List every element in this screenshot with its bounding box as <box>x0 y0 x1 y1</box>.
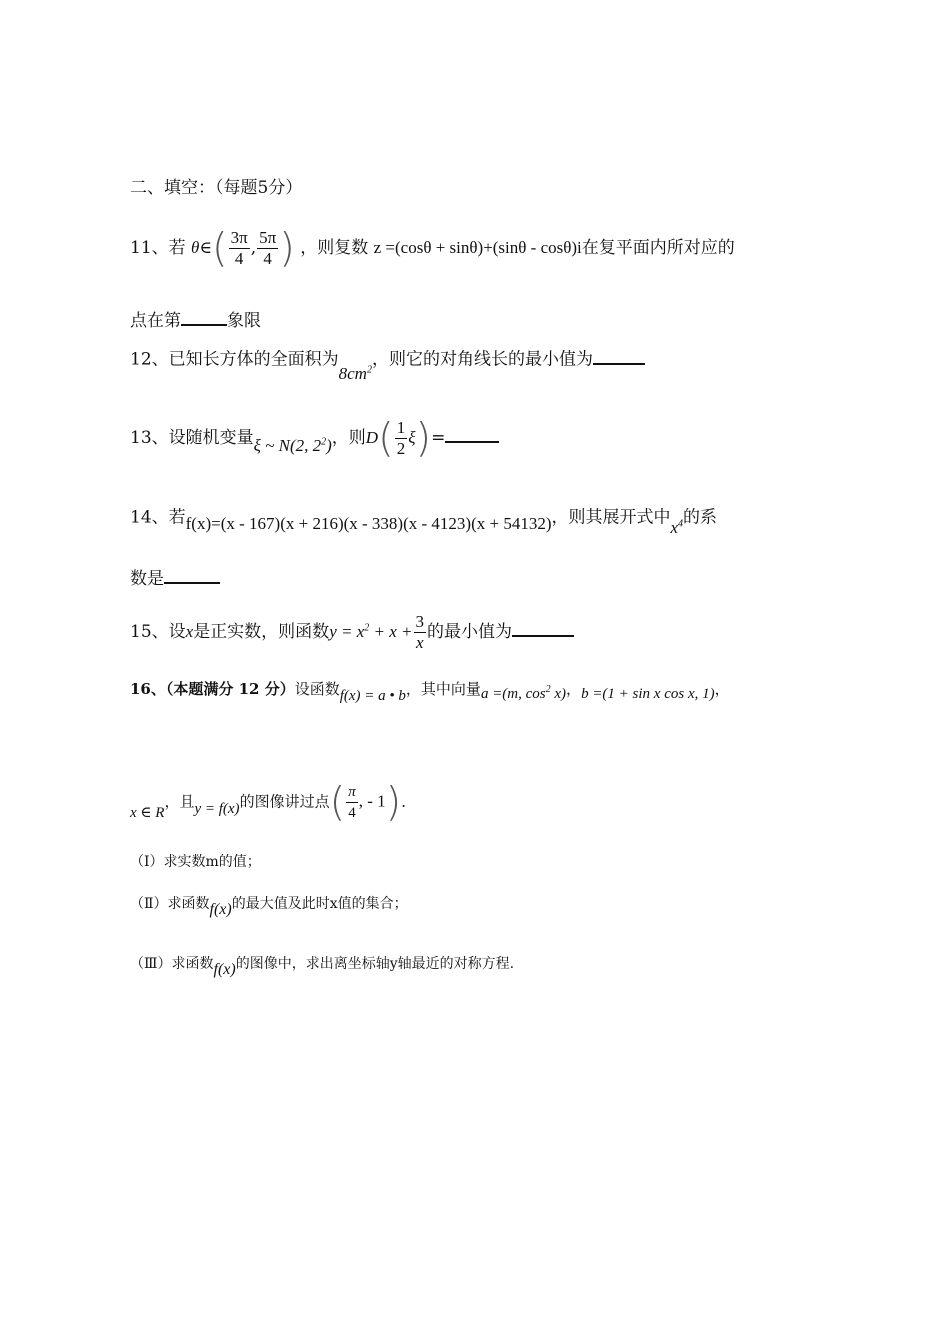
q11-theta-cond: θ∈ <box>191 238 212 257</box>
q14-x4-sup: 4 <box>678 518 684 529</box>
q16-number: 16、 <box>130 680 166 698</box>
q16-sub2-fx: f(x) <box>209 901 232 918</box>
question-11: 11、若 θ∈( $\frac{3\pi}{4}$ , $\frac{5\pi}{4}$ ) ，则复数 z =(cosθ + sinθ)+(sinθ - cosθ)i在复平面内所对应的 <box>130 225 735 272</box>
q14-formula: f(x)=(x - 167)(x + 216)(x - 338)(x - 4123)(x + 54132) <box>185 513 552 533</box>
question-13 <box>130 415 499 462</box>
q14-answer-blank[interactable] <box>164 564 220 584</box>
q15-text: 15、设 <box>130 622 186 642</box>
section-heading: 二、填空：（每题5分） <box>130 178 303 198</box>
q12-tail: ，则它的对角线长的最小值为 <box>371 349 593 370</box>
q15-mid: 是正实数，则函数 <box>193 622 330 642</box>
q13-right-paren: ) <box>415 415 432 462</box>
q16-end: ， <box>714 680 730 698</box>
q13-dist-value: ξ ~ N(2, 2 <box>253 436 322 455</box>
q11-frac2-num: 5π <box>259 228 277 247</box>
q13-eq: = <box>431 428 446 448</box>
question-15 <box>130 612 574 653</box>
q15-formula-head: y = x <box>329 622 365 641</box>
q13-d-label: D <box>365 428 379 447</box>
q11-frac-1 <box>229 228 250 269</box>
q16-point-num: π <box>346 782 358 803</box>
q15-x: x <box>185 622 194 641</box>
question-12 <box>130 344 645 383</box>
q11-number: 11、若 <box>130 238 186 258</box>
q13-distribution <box>254 436 332 455</box>
q16-point-den: 4 <box>348 805 356 821</box>
q11-formula: z =(cosθ + sinθ)+(sinθ - cosθ)i <box>373 238 582 257</box>
q13-left-paren: ( <box>378 415 394 462</box>
q16-vec-b: b =(1 + sin x cos x, 1) <box>581 686 715 702</box>
q13-half <box>395 418 408 459</box>
q15-frac-den: x <box>415 633 424 652</box>
q16-vec-a-end: x) <box>550 686 567 702</box>
q14-x4 <box>670 518 683 537</box>
q13-dist-sup: 2 <box>321 436 327 448</box>
q14-x4-base: x <box>670 517 679 537</box>
q11-frac2-den: 4 <box>263 249 272 268</box>
question-14 <box>130 502 718 537</box>
q13-half-num: 1 <box>396 418 406 437</box>
q13-mid: ，则 <box>331 428 366 448</box>
q16-vec-a-sup: 2 <box>545 684 551 695</box>
q11-frac1-num: 3π <box>230 228 248 247</box>
q16-text1: 设函数 <box>294 680 340 698</box>
q12-text: 12、已知长方体的全面积为 <box>130 349 339 370</box>
q12-area <box>339 364 372 383</box>
q11-frac1-den: 4 <box>234 249 244 268</box>
q16-point-frac <box>346 782 358 823</box>
q14-text: 14、若 <box>130 507 186 528</box>
q16-sub3-fx: f(x) <box>213 961 236 978</box>
q15-frac <box>414 612 427 653</box>
q13-dist-end: ) <box>326 436 332 455</box>
question-14-line2 <box>130 564 220 591</box>
q16-line2-text: ，且 <box>164 792 195 811</box>
q12-area-value: 8cm <box>338 363 367 383</box>
q13-xi: ξ <box>408 428 416 447</box>
q11-tail-text: 在复平面内所对应的 <box>581 238 735 258</box>
q16-right-paren: ) <box>385 779 402 826</box>
q16-vec-a <box>481 686 566 702</box>
q14-line2-text: 数是 <box>130 569 164 589</box>
q16-subquestion-2 <box>130 892 408 916</box>
question-16-line2 <box>130 779 417 826</box>
q13-answer-blank[interactable] <box>445 423 499 443</box>
q15-tail: 的最小值为 <box>427 622 512 642</box>
q16-line2-mid: 的图像讲过点 <box>239 792 330 811</box>
q16-text2: ，其中向量 <box>405 680 481 698</box>
q11-line2-text: 点在第 <box>130 311 181 331</box>
question-11-line2 <box>130 306 261 333</box>
q15-answer-blank[interactable] <box>512 617 574 637</box>
q13-text: 13、设随机变量 <box>130 428 254 448</box>
q16-vec-a-head: a =(m, cos <box>480 686 546 702</box>
q15-formula-tail: + x + <box>369 622 413 641</box>
q15-frac-num: 3 <box>415 612 424 631</box>
q16-sep: ， <box>566 680 582 698</box>
q16-fx: f(x) = a • b <box>339 688 406 704</box>
q11-frac-2 <box>257 228 278 269</box>
q16-y-fx: y = f(x) <box>194 800 240 817</box>
q16-sub2-pre: （Ⅱ）求函数 <box>130 896 210 912</box>
q11-answer-blank[interactable] <box>181 306 227 326</box>
q14-mid: ，则其展开式中 <box>551 507 671 528</box>
q16-left-paren: ( <box>329 779 346 826</box>
q16-subquestion-1: （Ⅰ）求实数m的值； <box>130 854 261 870</box>
q15-formula-sup: 2 <box>364 622 370 634</box>
q13-half-den: 2 <box>396 439 406 458</box>
q14-tail: 的系 <box>683 507 718 528</box>
q16-cond: x ∈ R <box>130 804 165 821</box>
q11-line2-end: 象限 <box>227 311 261 331</box>
q11-right-paren: ) <box>279 225 295 272</box>
q16-sub2-post: 的最大值及此时x值的集合； <box>231 896 408 912</box>
q16-sub3-post: 的图像中，求出离坐标轴y轴最近的对称方程. <box>235 956 515 972</box>
q11-left-paren: ( <box>211 225 228 272</box>
q16-points: （本题满分 12 分） <box>165 680 295 698</box>
q16-line2-end: ． <box>401 792 417 811</box>
q11-mid-text: ，则复数 <box>300 238 369 258</box>
q15-formula <box>329 622 412 641</box>
q16-point-tail: , - 1 <box>358 791 386 811</box>
q12-area-sup: 2 <box>366 364 372 375</box>
q16-subquestion-3 <box>130 952 514 976</box>
question-16 <box>130 674 730 702</box>
q16-sub3-pre: （Ⅲ）求函数 <box>130 956 214 972</box>
q12-answer-blank[interactable] <box>593 345 645 365</box>
